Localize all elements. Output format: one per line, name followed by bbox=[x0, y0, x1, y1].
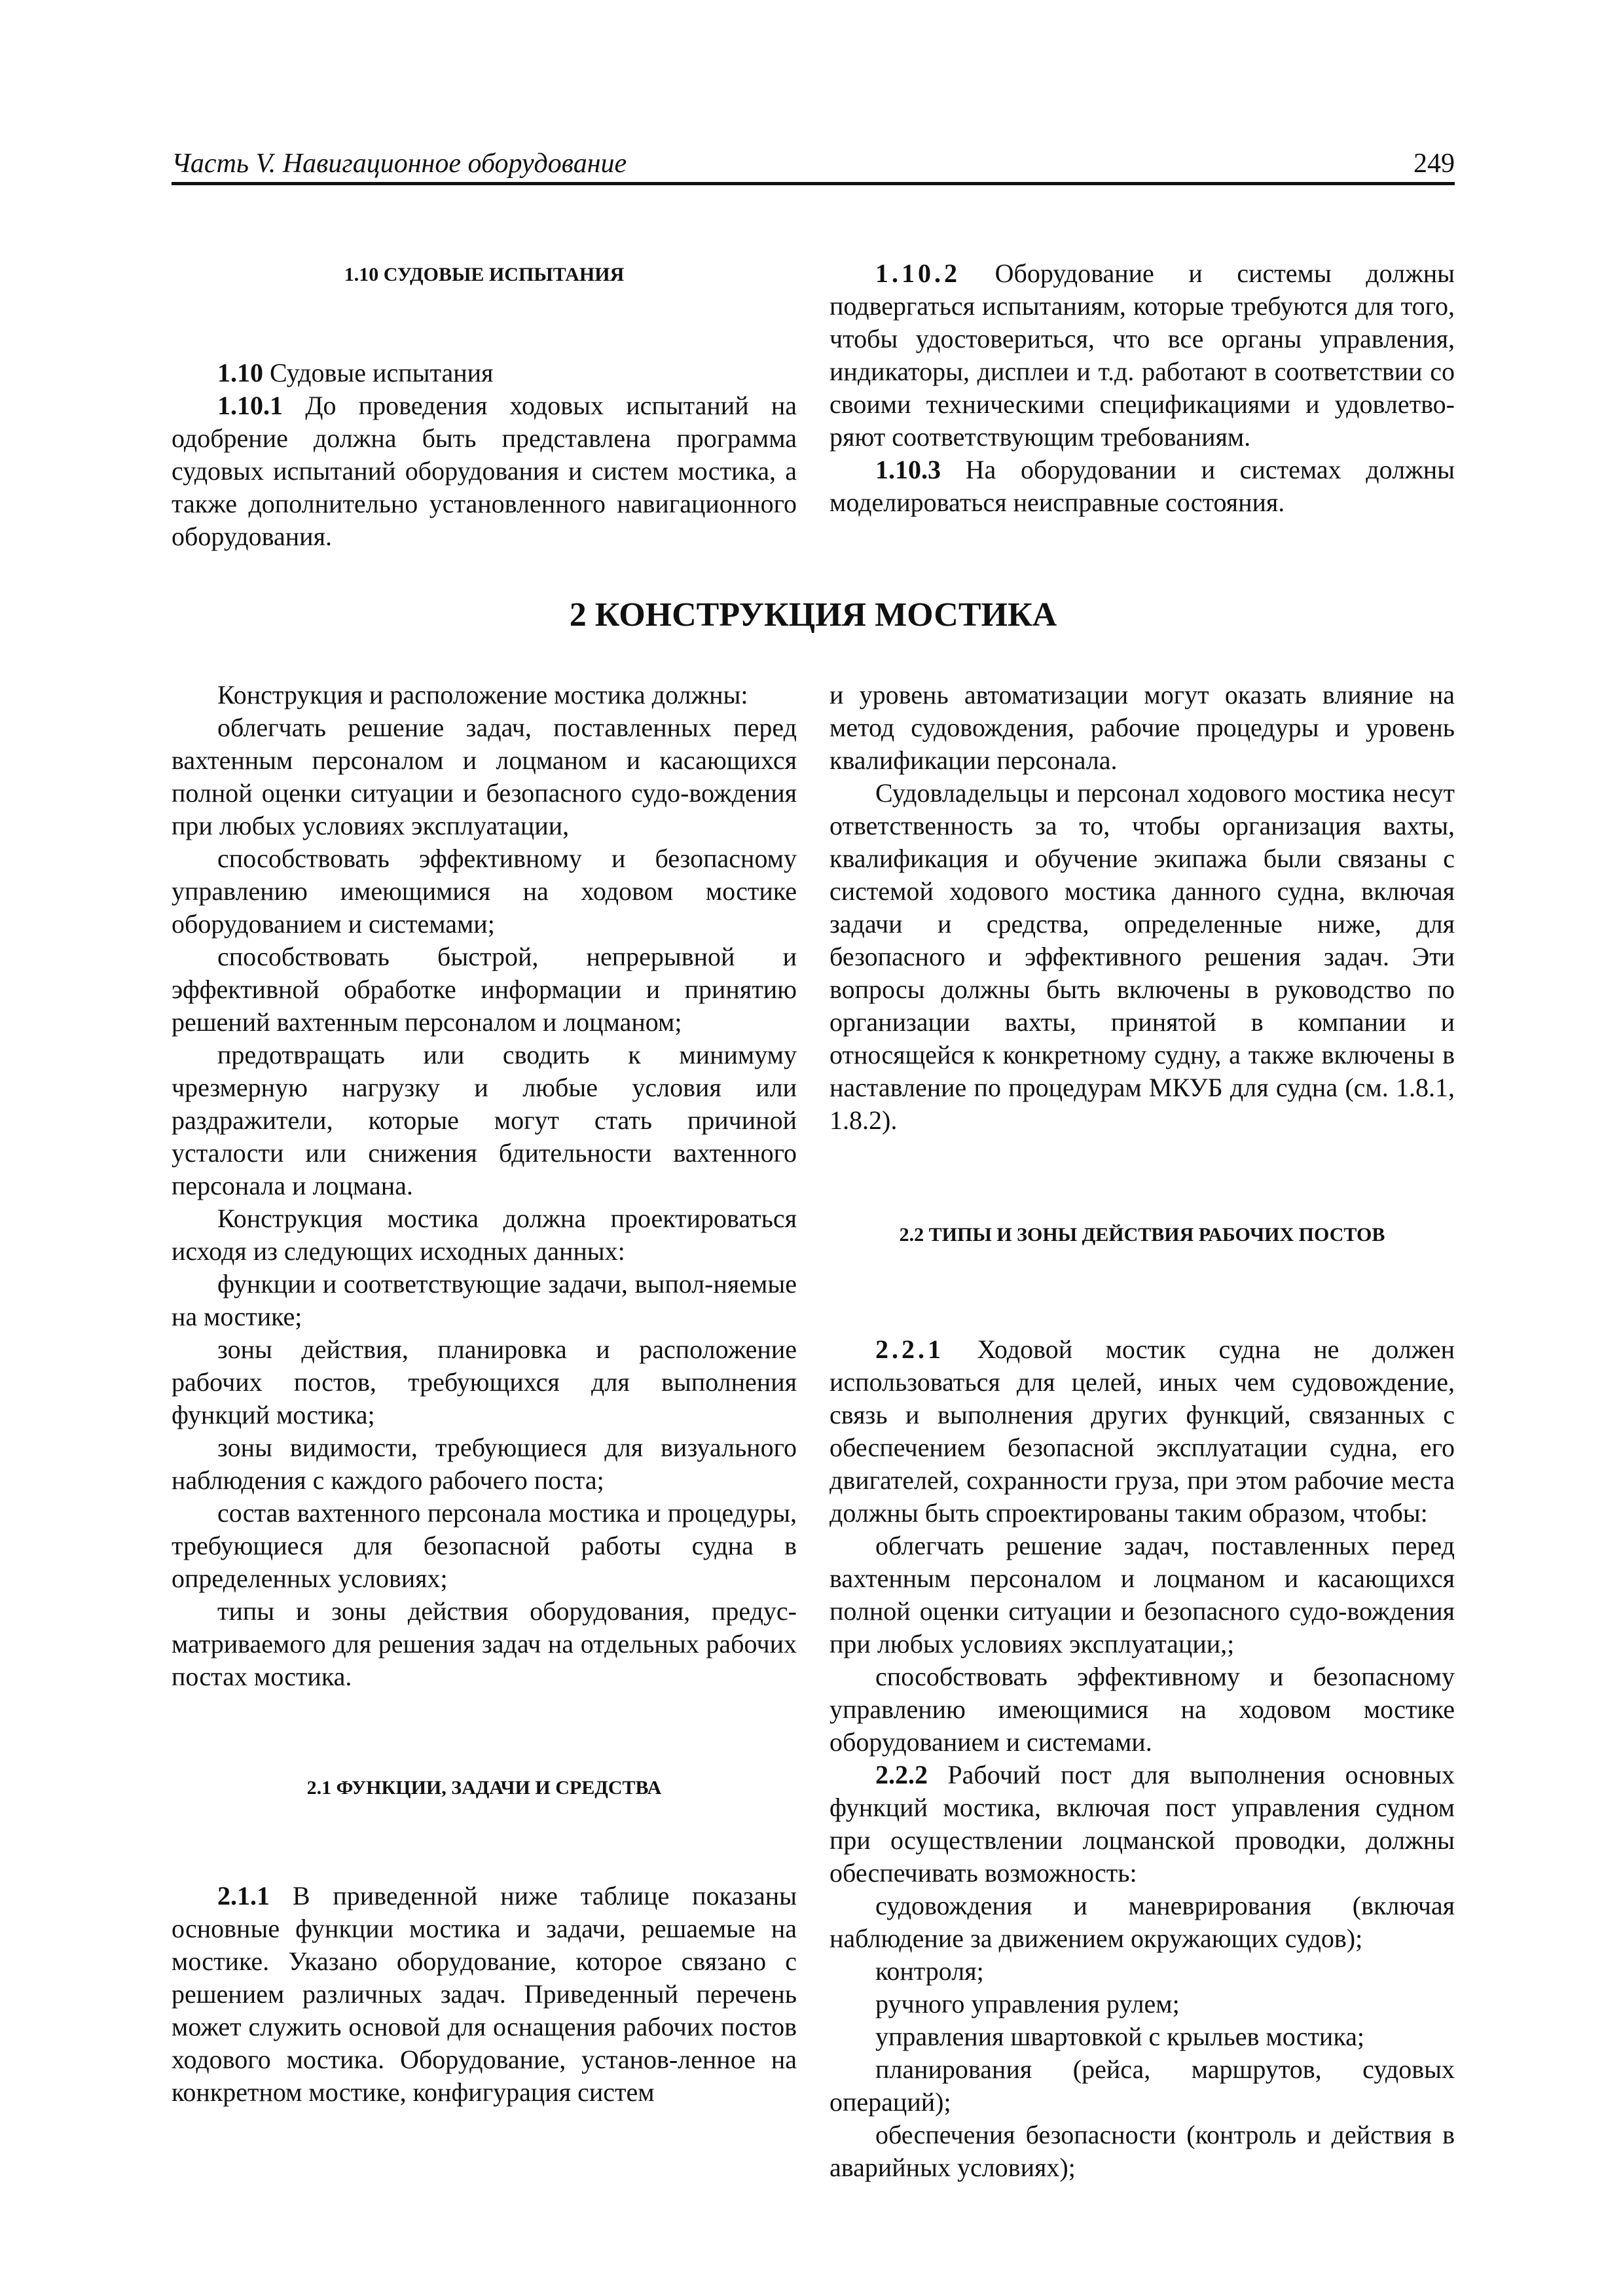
list-item: облегчать решение задач, поставленных перед вахтенным персоналом и лоцманом и касающихся полной оценки ситуации и безопасного судо-вождения при любых условиях эксплуатации, bbox=[172, 713, 797, 840]
top-right-column bbox=[830, 257, 1455, 519]
list-item: типы и зоны действия оборудования, предус-матриваемого для решения задач на отдельных рабочих постах мостика. bbox=[172, 1596, 797, 1691]
paragraph-1-10 bbox=[172, 357, 797, 389]
header-title: Часть V. Навигационное оборудование bbox=[172, 149, 627, 179]
paragraph-text: В приведенной ниже таблице показаны основные функции мостика и задачи, решаемые на мостике. Указано оборудование, которое связано с решением различных задач. Приведенный перечень может служить основой для оснащения рабочих постов ходового мостика. Оборудование, установ-ленное на конкретном мостике, конфигурация систем bbox=[172, 1881, 797, 2107]
intro-text: Конструкция и расположение мостика должны: bbox=[217, 680, 748, 709]
paragraph-2-1-1 bbox=[172, 1880, 797, 2109]
list-item: зоны действия, планировка и расположение рабочих постов, требующихся для выполнения функций мостика; bbox=[172, 1335, 797, 1429]
list-item: способствовать эффективному и безопасному управлению имеющимися на ходовом мостике оборудованием и системами; bbox=[172, 844, 797, 939]
section-heading-1-10: 1.10 СУДОВЫЕ ИСПЫТАНИЯ bbox=[344, 264, 625, 285]
continued-text: и уровень автоматизации могут оказать влияние на метод судовождения, рабочие процедуры и уровень квалификации персонала. bbox=[830, 680, 1455, 775]
paragraph-number: 1.10.3 bbox=[875, 455, 941, 484]
right-column bbox=[830, 679, 1455, 2184]
section-heading-2-1: 2.1 ФУНКЦИИ, ЗАДАЧИ И СРЕДСТВА bbox=[306, 1777, 662, 1799]
list-item: судовождения и маневрирования (включая наблюдение за движением окружающих судов); bbox=[830, 1891, 1455, 1953]
paragraph-1-10-1 bbox=[172, 389, 797, 553]
list-item: способствовать эффективному и безопасному управлению имеющимися на ходовом мостике оборудованием и системами. bbox=[830, 1662, 1455, 1757]
paragraph-2-2-1 bbox=[830, 1333, 1455, 1530]
page-header bbox=[172, 144, 1455, 185]
paragraph-number: 1.10.2 bbox=[875, 259, 960, 288]
list-item: ручного управления рулем; bbox=[875, 1989, 1180, 2018]
owners-paragraph: Судовладельцы и персонал ходового мостика несут ответственность за то, чтобы организация вахты, квалификация и обучение экипажа были связаны с системой ходового мостика данного судна, включая задачи и средства, определенные ниже, для безопасного и эффективного решения задач. Эти вопросы должны быть включены в руководство по организации вахты, принятой в компании и относящейся к конкретному судну, а также включены в наставление по процедурам МКУБ для судна (см. 1.8.1, 1.8.2). bbox=[830, 778, 1455, 1135]
list-item: способствовать быстрой, непрерывной и эффективной обработке информации и принятию решений вахтенным персоналом и лоцманом; bbox=[172, 942, 797, 1037]
paragraph-number: 2.2.1 bbox=[875, 1335, 944, 1364]
paragraph-number: 1.10.1 bbox=[217, 391, 283, 420]
paragraph-text: До проведения ходовых испытаний на одобрение должна быть представлена программа судовых испытаний оборудования и систем мостика, а также дополнительно установленного навигационного оборудования. bbox=[172, 391, 797, 551]
list-item: планирования (рейса, маршрутов, судовых операций); bbox=[830, 2054, 1455, 2117]
list-item: зоны видимости, требующиеся для визуального наблюдения с каждого рабочего поста; bbox=[172, 1433, 797, 1495]
paragraph-text: Оборудование и системы должны подвергаться испытаниям, которые требуются для того, чтобы удостовериться, что все органы управления, индикаторы, дисплеи и т.д. работают в соответствии со своими техническими спецификациями и удовлетво-ряют соответствующим требованиям. bbox=[830, 259, 1455, 452]
list-item: управления швартовкой с крыльев мостика; bbox=[875, 2022, 1365, 2051]
paragraph-text: На оборудовании и системах должны моделироваться неисправные состояния. bbox=[830, 455, 1455, 517]
section-heading-2-2: 2.2 ТИПЫ И ЗОНЫ ДЕЙСТВИЯ РАБОЧИХ ПОСТОВ bbox=[899, 1224, 1385, 1246]
list-item: облегчать решение задач, поставленных перед вахтенным персоналом и лоцманом и касающихся полной оценки ситуации и безопасного судо-вождения при любых условиях эксплуатации,; bbox=[830, 1531, 1455, 1659]
list-item: функции и соответствующие задачи, выпол-няемые на мостике; bbox=[172, 1269, 797, 1331]
list-item: обеспечения безопасности (контроль и действия в аварийных условиях); bbox=[830, 2120, 1455, 2182]
paragraph-number: 2.1.1 bbox=[217, 1881, 270, 1910]
paragraph-2-2-2 bbox=[830, 1759, 1455, 1890]
paragraph-1-10-3 bbox=[830, 454, 1455, 519]
list-item: состав вахтенного персонала мостика и процедуры, требующиеся для безопасной работы судна в определенных условиях; bbox=[172, 1498, 797, 1593]
paragraph-number: 1.10 bbox=[217, 358, 263, 387]
paragraph-1-10-2 bbox=[830, 257, 1455, 454]
intro-text: Конструкция мостика должна проектироваться исходя из следующих исходных данных: bbox=[172, 1204, 797, 1266]
paragraph-number: 2.2.2 bbox=[875, 1760, 928, 1789]
page-number: 249 bbox=[1413, 149, 1455, 179]
top-left-column bbox=[172, 259, 797, 553]
list-item: предотвращать или сводить к минимуму чрезмерную нагрузку и любые условия или раздражители, которые могут стать причиной усталости или снижения бдительности вахтенного персонала и лоцмана. bbox=[172, 1040, 797, 1200]
main-heading: 2 КОНСТРУКЦИЯ МОСТИКА bbox=[569, 596, 1057, 634]
paragraph-text: Судовые испытания bbox=[263, 358, 494, 387]
left-column bbox=[172, 679, 797, 2109]
paragraph-text: Рабочий пост для выполнения основных функций мостика, включая пост управления судном при осуществлении лоцманской проводки, должны обеспечивать возможность: bbox=[830, 1760, 1455, 1888]
paragraph-text: Ходовой мостик судна не должен использоваться для целей, иных чем судовождение, связь и выполнения других функций, связанных с обеспечением безопасной эксплуатации судна, его двигателей, сохранности груза, при этом рабочие места должны быть спроектированы таким образом, чтобы: bbox=[830, 1335, 1455, 1528]
list-item: контроля; bbox=[875, 1956, 984, 1986]
